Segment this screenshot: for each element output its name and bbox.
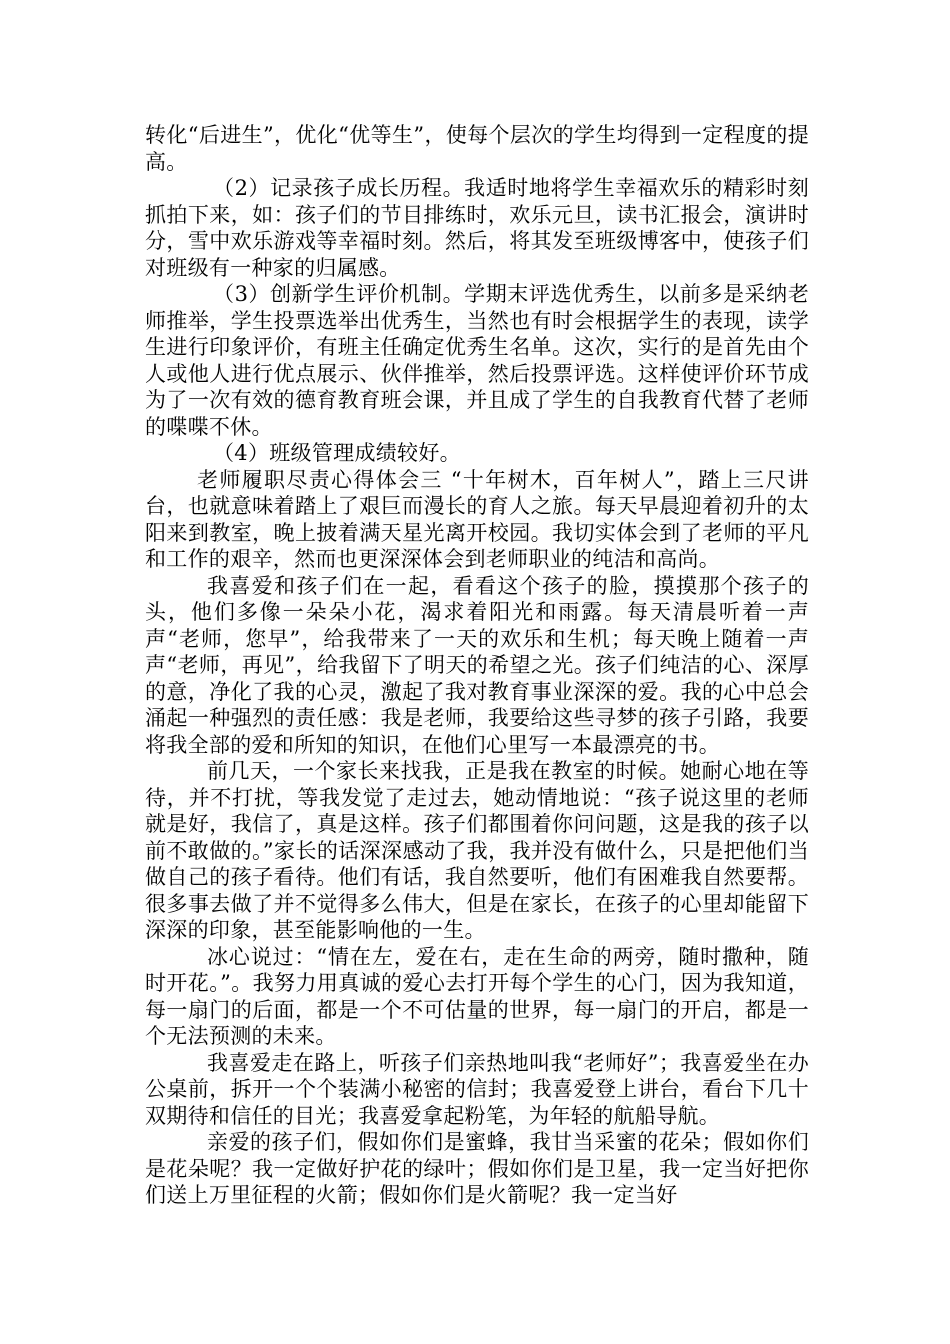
paragraph-i-love: 我喜爱走在路上，听孩子们亲热地叫我“老师好”；我喜爱坐在办公桌前，拆开一个个装满小秘密的信封；我喜爱登上讲台，看台下几十双期待和信任的目光；我喜爱拿起粉笔，为年轻的航船导航。 [145, 1050, 809, 1128]
paragraph-parent-visit: 前几天，一个家长来找我，正是我在教室的时候。她耐心地在等待，并不打扰，等我发觉了走过去，她动情地说：“孩子说这里的老师就是好，我信了，真是这样。孩子们都围着你问问题，这是我的孩子以前不敢做的。”家长的话深深感动了我，我并没有做什么，只是把他们当做自己的孩子看待。他们有话，我自然要听，他们有困难我自然要帮。很多事去做了并不觉得多么伟大，但是在家长，在孩子的心里却能留下深深的印象，甚至能影响他的一生。 [145, 759, 809, 942]
paragraph-section-three: 老师履职尽责心得体会三 “十年树木，百年树人”，踏上三尺讲台，也就意味着踏上了艰巨而漫长的育人之旅。每天早晨迎着初升的太阳来到教室，晚上披着满天星光离开校园。我切实体会到了老师的平凡和工作的艰辛，然而也更深深体会到老师职业的纯洁和高尚。 [145, 467, 809, 571]
paragraph-bingxin-quote: 冰心说过：“情在左，爱在右，走在生命的两旁，随时撒种，随时开花。”。我努力用真诚的爱心去打开每个学生的心门，因为我知道，每一扇门的后面，都是一个不可估量的世界，每一扇门的开启，都是一个无法预测的未来。 [145, 944, 809, 1048]
paragraph-item-4: （4）班级管理成绩较好。 [213, 441, 461, 465]
paragraph-item-3: （3）创新学生评价机制。学期末评选优秀生，以前多是采纳老师推举，学生投票选举出优秀生，当然也有时会根据学生的表现，读学生进行印象评价，有班主任确定优秀生名单。这次，实行的是首先由个人或他人进行优点展示、伙伴推举，然后投票评选。这样使评价环节成为了一次有效的德育教育班会课，并且成了学生的自我教育代替了老师的喋喋不休。 [145, 282, 809, 439]
paragraph-continuation: 转化“后进生”，优化“优等生”，使每个层次的学生均得到一定程度的提高。 [145, 123, 809, 174]
paragraph-dear-children: 亲爱的孩子们，假如你们是蜜蜂，我甘当采蜜的花朵；假如你们是花朵呢？我一定做好护花的绿叶；假如你们是卫星，我一定当好把你们送上万里征程的火箭；假如你们是火箭呢？我一定当好 [145, 1130, 809, 1207]
paragraph-love-children: 我喜爱和孩子们在一起，看看这个孩子的脸，摸摸那个孩子的头，他们多像一朵朵小花，渴求着阳光和雨露。每天清晨听着一声声“老师，您早”，给我带来了一天的欢乐和生机；每天晚上随着一声声“老师，再见”，给我留下了明天的希望之光。孩子们纯洁的心、深厚的意，净化了我的心灵，激起了我对教育事业深深的爱。我的心中总会涌起一种强烈的责任感：我是老师，我要给这些寻梦的孩子引路，我要将我全部的爱和所知的知识，在他们心里写一本最漂亮的书。 [145, 573, 809, 757]
paragraph-item-2: （2）记录孩子成长历程。我适时地将学生幸福欢乐的精彩时刻抓拍下来，如：孩子们的节目排练时，欢乐元旦，读书汇报会，演讲时分，雪中欢乐游戏等幸福时刻。然后，将其发至班级博客中，使孩子们对班级有一种家的归属感。 [145, 176, 809, 280]
document-body [145, 122, 809, 1209]
